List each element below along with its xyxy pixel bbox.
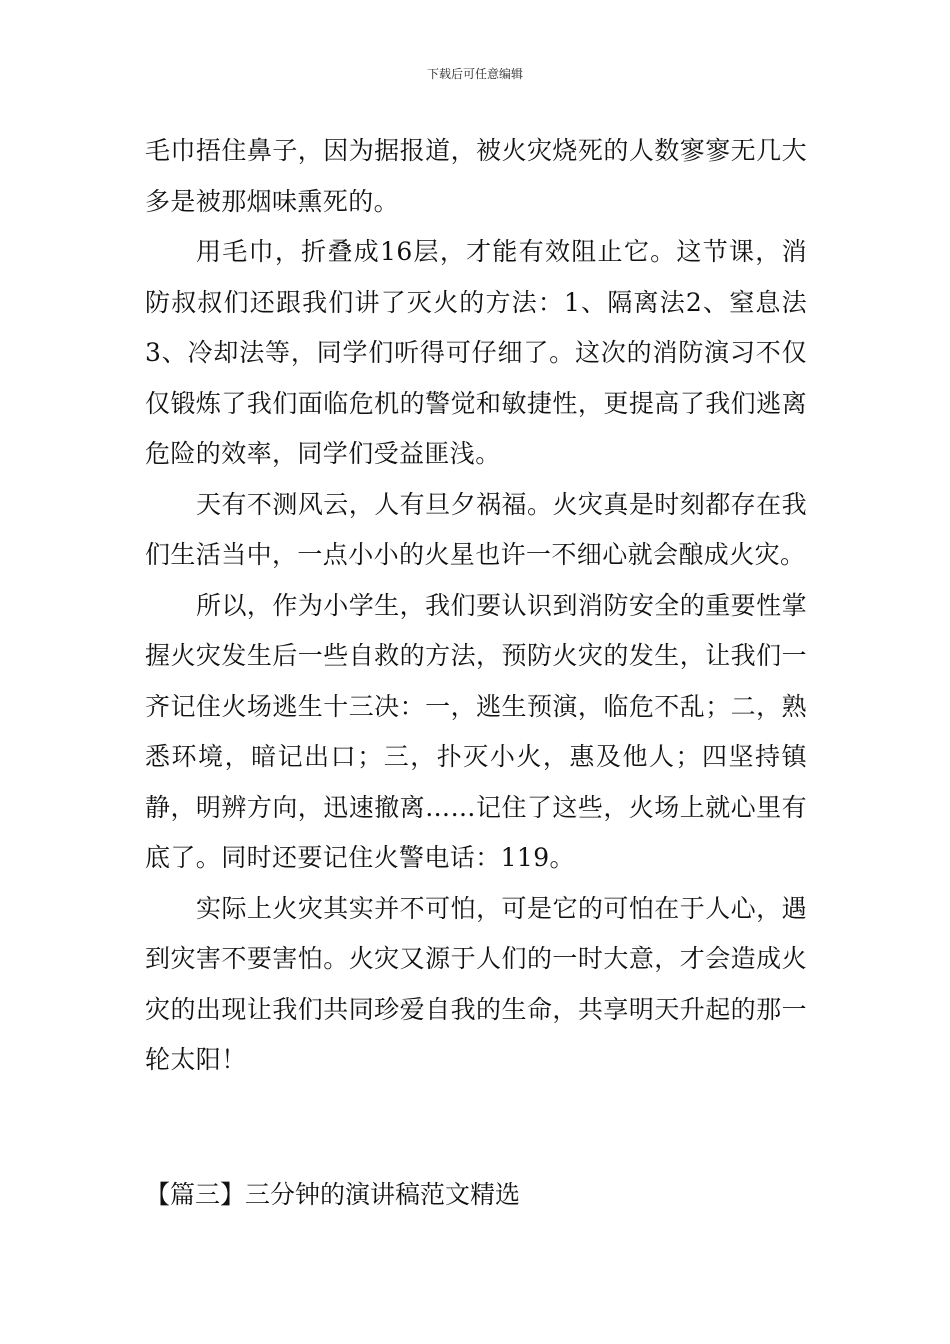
document-body — [145, 126, 807, 1086]
paragraph-2: 用毛巾，折叠成16层，才能有效阻止它。这节课，消防叔叔们还跟我们讲了灭火的方法：1、隔离法2、窒息法3、冷却法等，同学们听得可仔细了。这次的消防演习不仅仅锻炼了我们面临危机的警觉和敏捷性，更提高了我们逃离危险的效率，同学们受益匪浅。 — [145, 237, 807, 468]
section-title: 【篇三】三分钟的演讲稿范文精选 — [145, 1180, 521, 1209]
paragraph-4: 所以，作为小学生，我们要认识到消防安全的重要性掌握火灾发生后一些自救的方法，预防火灾的发生，让我们一齐记住火场逃生十三决：一，逃生预演，临危不乱；二，熟悉环境，暗记出口；三，扑灭小火，惠及他人；四坚持镇静，明辨方向，迅速撤离……记住了这些，火场上就心里有底了。同时还要记住火警电话：119。 — [145, 590, 807, 872]
paragraph-1: 毛巾捂住鼻子，因为据报道，被火灾烧死的人数寥寥无几大多是被那烟味熏死的。 — [145, 136, 807, 216]
page-header: 下载后可任意编辑 — [426, 67, 523, 81]
paragraph-5: 实际上火灾其实并不可怕，可是它的可怕在于人心，遇到灾害不要害怕。火灾又源于人们的一时大意，才会造成火灾的出现让我们共同珍爱自我的生命，共享明天升起的那一轮太阳！ — [145, 893, 807, 1074]
paragraph-3: 天有不测风云，人有旦夕祸福。火灾真是时刻都存在我们生活当中，一点小小的火星也许一不细心就会酿成火灾。 — [145, 489, 807, 569]
